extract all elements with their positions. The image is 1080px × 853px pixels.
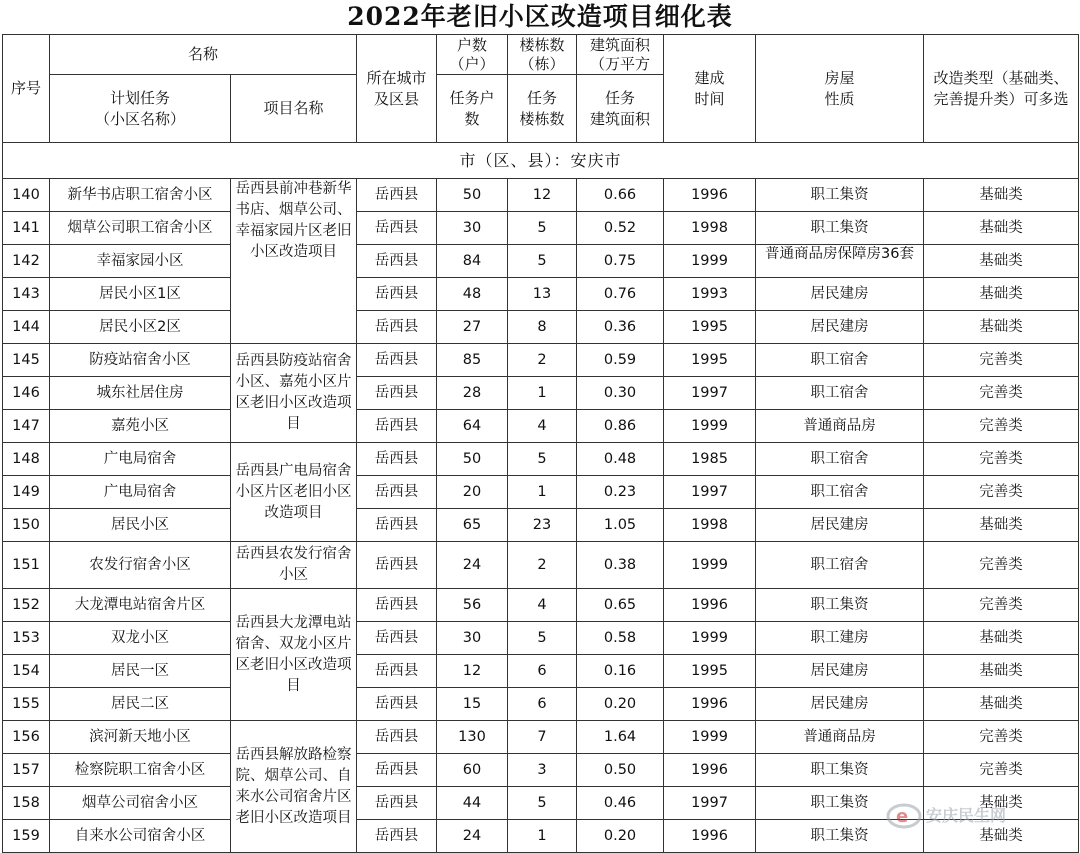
row-households: 85 xyxy=(437,344,508,377)
row-seq: 141 xyxy=(3,212,50,245)
row-plan-task: 广电局宿舍 xyxy=(50,476,231,509)
row-seq: 140 xyxy=(3,179,50,212)
row-county: 岳西县 xyxy=(357,509,437,542)
row-area: 0.66 xyxy=(577,179,664,212)
row-county: 岳西县 xyxy=(357,688,437,721)
row-buildings: 2 xyxy=(508,542,577,589)
row-area: 0.59 xyxy=(577,344,664,377)
row-nature: 普通商品房 xyxy=(756,721,924,754)
row-built-year: 1998 xyxy=(664,509,756,542)
row-plan-task: 滨河新天地小区 xyxy=(50,721,231,754)
row-area: 0.86 xyxy=(577,410,664,443)
table-row xyxy=(3,377,1079,410)
row-buildings: 5 xyxy=(508,212,577,245)
row-plan-task: 广电局宿舍 xyxy=(50,443,231,476)
row-area: 0.46 xyxy=(577,787,664,820)
header-plan-task: 计划任务 （小区名称） xyxy=(50,75,231,143)
row-area: 0.36 xyxy=(577,311,664,344)
row-type: 基础类 xyxy=(924,311,1079,344)
row-seq: 155 xyxy=(3,688,50,721)
row-built-year: 1996 xyxy=(664,820,756,853)
row-seq: 142 xyxy=(3,245,50,278)
row-type: 完善类 xyxy=(924,754,1079,787)
header-task-buildings: 任务 楼栋数 xyxy=(508,75,577,143)
row-county: 岳西县 xyxy=(357,311,437,344)
row-nature: 居民建房 xyxy=(756,688,924,721)
row-plan-task: 嘉苑小区 xyxy=(50,410,231,443)
row-households: 84 xyxy=(437,245,508,278)
header-project-name: 项目名称 xyxy=(231,75,357,143)
row-households: 20 xyxy=(437,476,508,509)
row-seq: 146 xyxy=(3,377,50,410)
row-plan-task: 城东社居住房 xyxy=(50,377,231,410)
row-plan-task: 双龙小区 xyxy=(50,622,231,655)
row-county: 岳西县 xyxy=(357,721,437,754)
row-nature: 职工宿舍 xyxy=(756,476,924,509)
row-seq: 156 xyxy=(3,721,50,754)
row-buildings: 6 xyxy=(508,655,577,688)
header-buildings: 楼栋数 （栋） xyxy=(508,35,577,75)
row-project-name: 岳西县大龙潭电站宿舍、双龙小区片区老旧小区改造项目 xyxy=(231,589,357,721)
header-area: 建筑面积 （万平方 xyxy=(577,35,664,75)
row-built-year: 1998 xyxy=(664,212,756,245)
row-area: 0.50 xyxy=(577,754,664,787)
row-buildings: 2 xyxy=(508,344,577,377)
row-built-year: 1996 xyxy=(664,754,756,787)
row-county: 岳西县 xyxy=(357,820,437,853)
table-row xyxy=(3,542,1079,589)
row-households: 64 xyxy=(437,410,508,443)
row-type: 完善类 xyxy=(924,589,1079,622)
row-nature: 普通商品房 xyxy=(756,410,924,443)
row-seq: 147 xyxy=(3,410,50,443)
row-built-year: 1999 xyxy=(664,542,756,589)
row-households: 28 xyxy=(437,377,508,410)
table-row xyxy=(3,721,1079,754)
row-plan-task: 自来水公司宿舍小区 xyxy=(50,820,231,853)
header-nature: 房屋 性质 xyxy=(756,35,924,143)
row-type: 基础类 xyxy=(924,179,1079,212)
table-row xyxy=(3,278,1079,311)
table-row xyxy=(3,655,1079,688)
row-households: 27 xyxy=(437,311,508,344)
header-city: 所在城市 及区县 xyxy=(357,35,437,143)
table-row xyxy=(3,622,1079,655)
row-seq: 145 xyxy=(3,344,50,377)
row-households: 56 xyxy=(437,589,508,622)
row-built-year: 1996 xyxy=(664,589,756,622)
row-plan-task: 农发行宿舍小区 xyxy=(50,542,231,589)
row-built-year: 1995 xyxy=(664,344,756,377)
row-built-year: 1997 xyxy=(664,476,756,509)
row-county: 岳西县 xyxy=(357,377,437,410)
table-row xyxy=(3,311,1079,344)
row-households: 24 xyxy=(437,542,508,589)
row-county: 岳西县 xyxy=(357,212,437,245)
row-area: 0.38 xyxy=(577,542,664,589)
row-project-name: 岳西县解放路检察院、烟草公司、自来水公司宿舍片区老旧小区改造项目 xyxy=(231,721,357,853)
row-county: 岳西县 xyxy=(357,754,437,787)
row-plan-task: 新华书店职工宿舍小区 xyxy=(50,179,231,212)
table-row xyxy=(3,443,1079,476)
row-plan-task: 居民小区 xyxy=(50,509,231,542)
row-type: 基础类 xyxy=(924,820,1079,853)
row-area: 0.75 xyxy=(577,245,664,278)
row-nature: 职工宿舍 xyxy=(756,542,924,589)
header-built-time: 建成 时间 xyxy=(664,35,756,143)
table-row xyxy=(3,589,1079,622)
row-seq: 159 xyxy=(3,820,50,853)
row-buildings: 1 xyxy=(508,476,577,509)
row-area: 0.76 xyxy=(577,278,664,311)
watermark-logo xyxy=(882,794,1072,834)
row-area: 0.52 xyxy=(577,212,664,245)
row-buildings: 7 xyxy=(508,721,577,754)
row-nature: 居民建房 xyxy=(756,509,924,542)
row-buildings: 5 xyxy=(508,443,577,476)
row-plan-task: 烟草公司职工宿舍小区 xyxy=(50,212,231,245)
row-area: 0.16 xyxy=(577,655,664,688)
row-county: 岳西县 xyxy=(357,245,437,278)
renovation-table xyxy=(2,34,1079,853)
row-built-year: 1999 xyxy=(664,622,756,655)
row-built-year: 1995 xyxy=(664,655,756,688)
row-nature: 职工集资 xyxy=(756,212,924,245)
row-type: 基础类 xyxy=(924,787,1079,820)
row-households: 50 xyxy=(437,179,508,212)
row-type: 基础类 xyxy=(924,509,1079,542)
row-seq: 151 xyxy=(3,542,50,589)
row-county: 岳西县 xyxy=(357,655,437,688)
row-type: 完善类 xyxy=(924,443,1079,476)
row-plan-task: 居民二区 xyxy=(50,688,231,721)
row-area: 0.23 xyxy=(577,476,664,509)
table-row xyxy=(3,754,1079,787)
row-county: 岳西县 xyxy=(357,542,437,589)
row-area: 0.65 xyxy=(577,589,664,622)
row-area: 1.64 xyxy=(577,721,664,754)
row-households: 15 xyxy=(437,688,508,721)
city-row: 市（区、县）：安庆市 xyxy=(3,143,1079,179)
row-built-year: 1997 xyxy=(664,787,756,820)
row-county: 岳西县 xyxy=(357,622,437,655)
row-area: 0.20 xyxy=(577,820,664,853)
row-type: 完善类 xyxy=(924,410,1079,443)
row-plan-task: 居民一区 xyxy=(50,655,231,688)
row-area: 0.58 xyxy=(577,622,664,655)
row-buildings: 1 xyxy=(508,377,577,410)
row-plan-task: 幸福家园小区 xyxy=(50,245,231,278)
row-buildings: 13 xyxy=(508,278,577,311)
row-county: 岳西县 xyxy=(357,410,437,443)
row-plan-task: 检察院职工宿舍小区 xyxy=(50,754,231,787)
row-area: 0.48 xyxy=(577,443,664,476)
row-households: 24 xyxy=(437,820,508,853)
row-nature: 职工集资 xyxy=(756,820,924,853)
row-seq: 154 xyxy=(3,655,50,688)
row-type: 完善类 xyxy=(924,476,1079,509)
row-seq: 144 xyxy=(3,311,50,344)
row-type: 完善类 xyxy=(924,377,1079,410)
header-type: 改造类型（基础类、 完善提升类）可多选 xyxy=(924,35,1079,143)
row-built-year: 1996 xyxy=(664,179,756,212)
row-built-year: 1999 xyxy=(664,721,756,754)
row-nature: 职工集资 xyxy=(756,787,924,820)
row-households: 12 xyxy=(437,655,508,688)
row-county: 岳西县 xyxy=(357,179,437,212)
row-nature: 职工宿舍 xyxy=(756,377,924,410)
row-built-year: 1999 xyxy=(664,410,756,443)
row-plan-task: 防疫站宿舍小区 xyxy=(50,344,231,377)
row-type: 完善类 xyxy=(924,721,1079,754)
row-type: 基础类 xyxy=(924,622,1079,655)
row-nature: 居民建房 xyxy=(756,311,924,344)
row-nature-text: 普通商品房保障房36套 xyxy=(765,246,914,262)
row-households: 48 xyxy=(437,278,508,311)
row-type: 基础类 xyxy=(924,278,1079,311)
row-buildings: 12 xyxy=(508,179,577,212)
row-type: 基础类 xyxy=(924,655,1079,688)
row-households: 30 xyxy=(437,212,508,245)
row-county: 岳西县 xyxy=(357,443,437,476)
row-type: 基础类 xyxy=(924,212,1079,245)
row-county: 岳西县 xyxy=(357,787,437,820)
row-built-year: 1995 xyxy=(664,311,756,344)
row-plan-task: 居民小区2区 xyxy=(50,311,231,344)
row-seq: 150 xyxy=(3,509,50,542)
row-built-year: 1997 xyxy=(664,377,756,410)
row-built-year: 1996 xyxy=(664,688,756,721)
row-buildings: 8 xyxy=(508,311,577,344)
row-nature: 职工集资 xyxy=(756,179,924,212)
row-buildings: 3 xyxy=(508,754,577,787)
header-seq: 序号 xyxy=(3,35,50,143)
row-type: 基础类 xyxy=(924,245,1079,278)
row-buildings: 4 xyxy=(508,410,577,443)
row-type: 完善类 xyxy=(924,542,1079,589)
row-seq: 158 xyxy=(3,787,50,820)
row-project-name: 岳西县防疫站宿舍小区、嘉苑小区片区老旧小区改造项目 xyxy=(231,344,357,443)
row-county: 岳西县 xyxy=(357,278,437,311)
table-row xyxy=(3,476,1079,509)
row-built-year: 1999 xyxy=(664,245,756,278)
table-row xyxy=(3,688,1079,721)
row-seq: 143 xyxy=(3,278,50,311)
row-seq: 152 xyxy=(3,589,50,622)
row-buildings: 23 xyxy=(508,509,577,542)
row-county: 岳西县 xyxy=(357,476,437,509)
row-households: 60 xyxy=(437,754,508,787)
row-households: 44 xyxy=(437,787,508,820)
row-county: 岳西县 xyxy=(357,344,437,377)
row-type: 基础类 xyxy=(924,688,1079,721)
row-nature: 职工集资 xyxy=(756,754,924,787)
row-project-name: 岳西县农发行宿舍小区 xyxy=(231,542,357,589)
row-built-year: 1985 xyxy=(664,443,756,476)
row-buildings: 5 xyxy=(508,622,577,655)
header-name: 名称 xyxy=(50,35,357,75)
row-seq: 149 xyxy=(3,476,50,509)
table-row xyxy=(3,212,1079,245)
row-households: 30 xyxy=(437,622,508,655)
row-area: 0.20 xyxy=(577,688,664,721)
row-plan-task: 大龙潭电站宿舍片区 xyxy=(50,589,231,622)
row-buildings: 4 xyxy=(508,589,577,622)
row-seq: 148 xyxy=(3,443,50,476)
table-row xyxy=(3,509,1079,542)
table-row xyxy=(3,179,1079,212)
row-households: 130 xyxy=(437,721,508,754)
table-row xyxy=(3,344,1079,377)
row-buildings: 5 xyxy=(508,787,577,820)
row-buildings: 5 xyxy=(508,245,577,278)
row-county: 岳西县 xyxy=(357,589,437,622)
row-project-name: 岳西县广电局宿舍小区片区老旧小区改造项目 xyxy=(231,443,357,542)
row-type: 完善类 xyxy=(924,344,1079,377)
row-households: 65 xyxy=(437,509,508,542)
row-project-name: 岳西县前冲巷新华书店、烟草公司、幸福家园片区老旧小区改造项目 xyxy=(231,179,357,344)
row-built-year: 1993 xyxy=(664,278,756,311)
row-nature: 职工宿舍 xyxy=(756,443,924,476)
row-nature xyxy=(756,245,924,278)
header-task-households: 任务户 数 xyxy=(437,75,508,143)
row-seq: 153 xyxy=(3,622,50,655)
table-row xyxy=(3,410,1079,443)
watermark-text: 安庆民生网 xyxy=(926,806,1007,825)
table-row xyxy=(3,245,1079,278)
row-households: 50 xyxy=(437,443,508,476)
row-nature: 职工宿舍 xyxy=(756,344,924,377)
row-buildings: 6 xyxy=(508,688,577,721)
row-plan-task: 烟草公司宿舍小区 xyxy=(50,787,231,820)
row-seq: 157 xyxy=(3,754,50,787)
row-nature: 居民建房 xyxy=(756,655,924,688)
svg-text:e: e xyxy=(896,806,909,827)
row-buildings: 1 xyxy=(508,820,577,853)
row-nature: 职工集资 xyxy=(756,589,924,622)
page-title: 2022年老旧小区改造项目细化表 xyxy=(347,2,733,31)
row-area: 1.05 xyxy=(577,509,664,542)
row-plan-task: 居民小区1区 xyxy=(50,278,231,311)
row-nature: 职工建房 xyxy=(756,622,924,655)
row-area: 0.30 xyxy=(577,377,664,410)
row-nature: 居民建房 xyxy=(756,278,924,311)
header-households: 户数 （户） xyxy=(437,35,508,75)
header-task-area: 任务 建筑面积 xyxy=(577,75,664,143)
